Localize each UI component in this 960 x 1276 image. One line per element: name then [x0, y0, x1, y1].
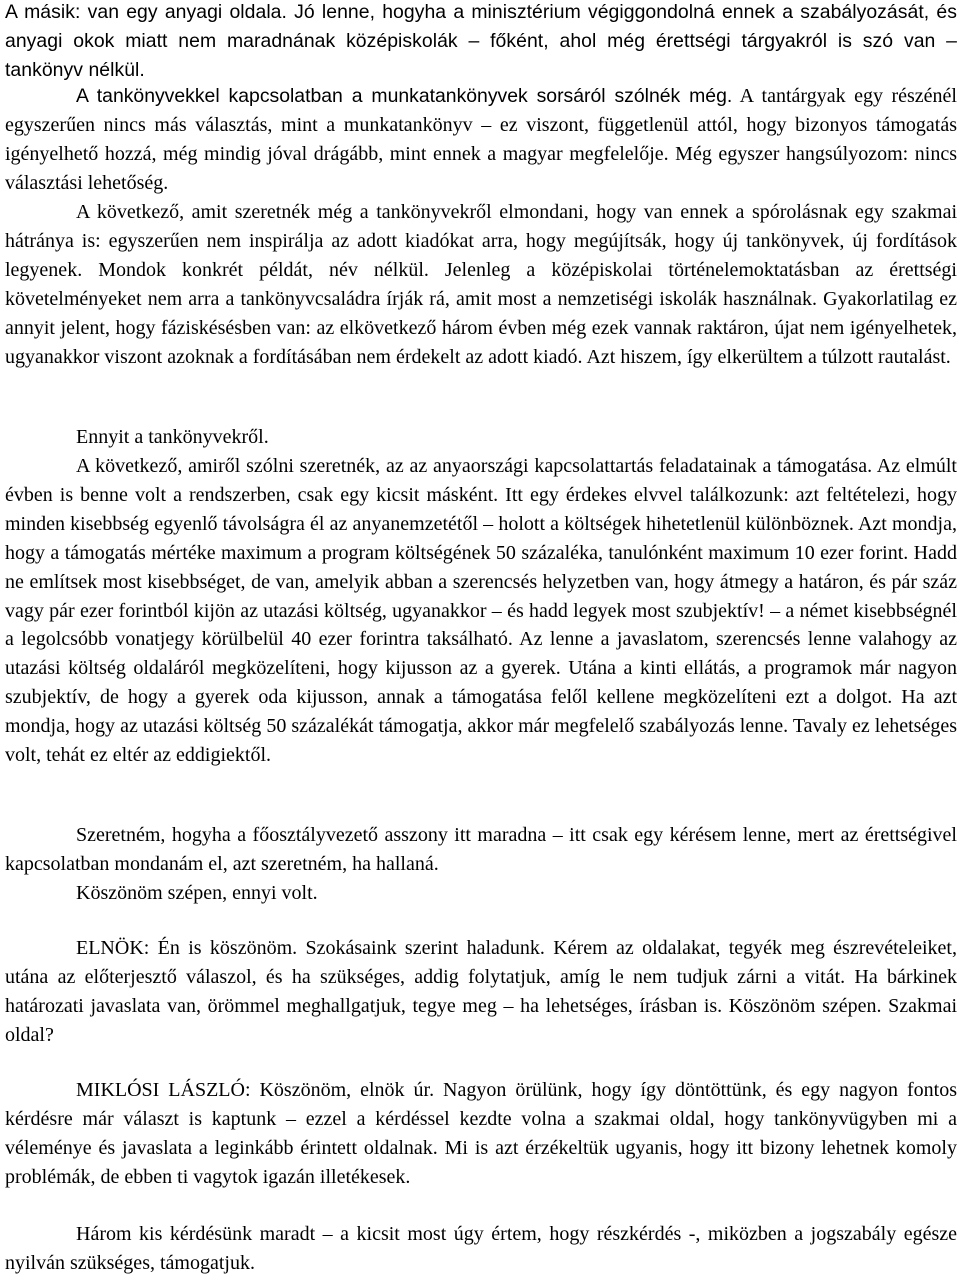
- paragraph-1: A másik: van egy anyagi oldala. Jó lenne, hogyha a minisztérium végiggondolná ennek a szabályozását, és anyagi okok miatt nem maradnának középiskolák – főként, ahol még érettségi tárgyakról is szó van – tankönyv nélkül.: [5, 1, 957, 81]
- paragraph-2-sans-part: A tankönyvekkel kapcsolatban a munkatankönyvek sorsáról szólnék még.: [76, 85, 733, 107]
- paragraph-6: Szeretném, hogyha a főosztályvezető asszony itt maradna – itt csak egy kérésem lenne, mert az érettségivel kapcsolatban mondanám el, azt szeretném, ha hallaná.: [5, 824, 957, 875]
- paragraph-8-chair: ELNÖK: Én is köszönöm. Szokásaink szerint haladunk. Kérem az oldalakat, tegyék meg észrevételeiket, utána az előterjesztő válaszol, és ha szükséges, addig folytatjuk, amíg le nem tudjuk zárni a vitát. Ha bárkinek határozati javaslata van, örömmel meghallgatjuk, tegye meg – ha lehetséges, írásban is. Köszönöm szépen. Szakmai oldal?: [5, 937, 957, 1046]
- paragraph-5: A következő, amiről szólni szeretnék, az az anyaországi kapcsolattartás feladatainak a támogatása. Az elmúlt évben is benne volt a rendszerben, csak egy kicsit másként. Itt egy érdekes elvvel találkozunk: azt feltételezi, hogy minden kisebbség egyenlő távolságra él az anyanemzetétől – holott a költségek hihetetlenül különböznek. Azt mondja, hogy a támogatás mértéke maximum a program költségének 50 százaléka, tanulónként maximum 10 ezer forint. Hadd ne említsek most kisebbséget, de van, amelyik abban a szerencsés helyzetben van, hogy átmegy a határon, és pár száz vagy pár ezer forintból kijön az utazási költség, ugyanakkor – és hadd legyek most szubjektív! – a német kisebbségnél a legolcsóbb vonatjegy körülbelül 40 ezer forintra taksálható. Az lenne a javaslatom, szerencsés lenne valahogy az utazási költség oldaláról megközelíteni, hogy kijusson az a gyerek. Utána a kinti ellátás, a programok már nagyon szubjektív, de hogy a gyerek oda kijusson, annak a támogatása felől kellene megközelíteni ezt a dolgot. Ha azt mondja, hogy az utazási költség 50 százalékát támogatja, akkor már megfelelő szabályozás lenne. Tavaly ez lehetséges volt, tehát ez eltér az eddigiektől.: [5, 455, 957, 767]
- paragraph-9-speaker: MIKLÓSI LÁSZLÓ: Köszönöm, elnök úr. Nagyon örülünk, hogy így döntöttünk, és egy nagyon fontos kérdésre már választ is kaptunk – ezzel a kérdéssel kezdte volna a szakmai oldal, hogy tankönyvügyben mi a véleménye és javaslata a leginkább érintett oldalnak. Mi is azt érzékeltük ugyanis, hogy itt bizony lehetnek komoly problémák, de ebben ti vagytok igazán illetékesek.: [5, 1079, 957, 1188]
- paragraph-4: Ennyit a tankönyvekről.: [76, 426, 269, 448]
- paragraph-10: Három kis kérdésünk maradt – a kicsit most úgy értem, hogy részkérdés -, miközben a jogszabály egésze nyilván szükséges, támogatjuk.: [5, 1223, 957, 1274]
- paragraph-2: [5, 82, 957, 198]
- paragraph-3: A következő, amit szeretnék még a tankönyvekről elmondani, hogy van ennek a spórolásnak egy szakmai hátránya is: egyszerűen nem inspirálja az adott kiadókat arra, hogy megújítsák, hogy új tankönyvek, új fordítások legyenek. Mondok konkrét példát, név nélkül. Jelenleg a középiskolai történelemoktatásban az érettségi követelményeket nem arra a tankönyvcsaládra írják rá, amit most a nemzetiségi iskolák használnak. Gyakorlatilag ez annyit jelent, hogy fáziskésésben van: az elkövetkező három évben még ezek vannak raktáron, újat nem igényelhetek, ugyanakkor viszont azoknak a fordításában nem érdekelt az adott kiadó. Azt hiszem, így elkerültem a túlzott rautalást.: [5, 201, 957, 368]
- paragraph-7: Köszönöm szépen, ennyi volt.: [76, 882, 318, 904]
- paragraph-2-serif-part: A tantárgyak egy részénél egyszerűen nincs más választás, mint a munkatankönyv – ez viszont, függetlenül attól, hogy bizonyos támogatás igényelhető hozzá, még mindig jóval drágább, mint ennek a magyar megfelelője. Még egyszer hangsúlyozom: nincs választási lehetőség.: [5, 85, 957, 194]
